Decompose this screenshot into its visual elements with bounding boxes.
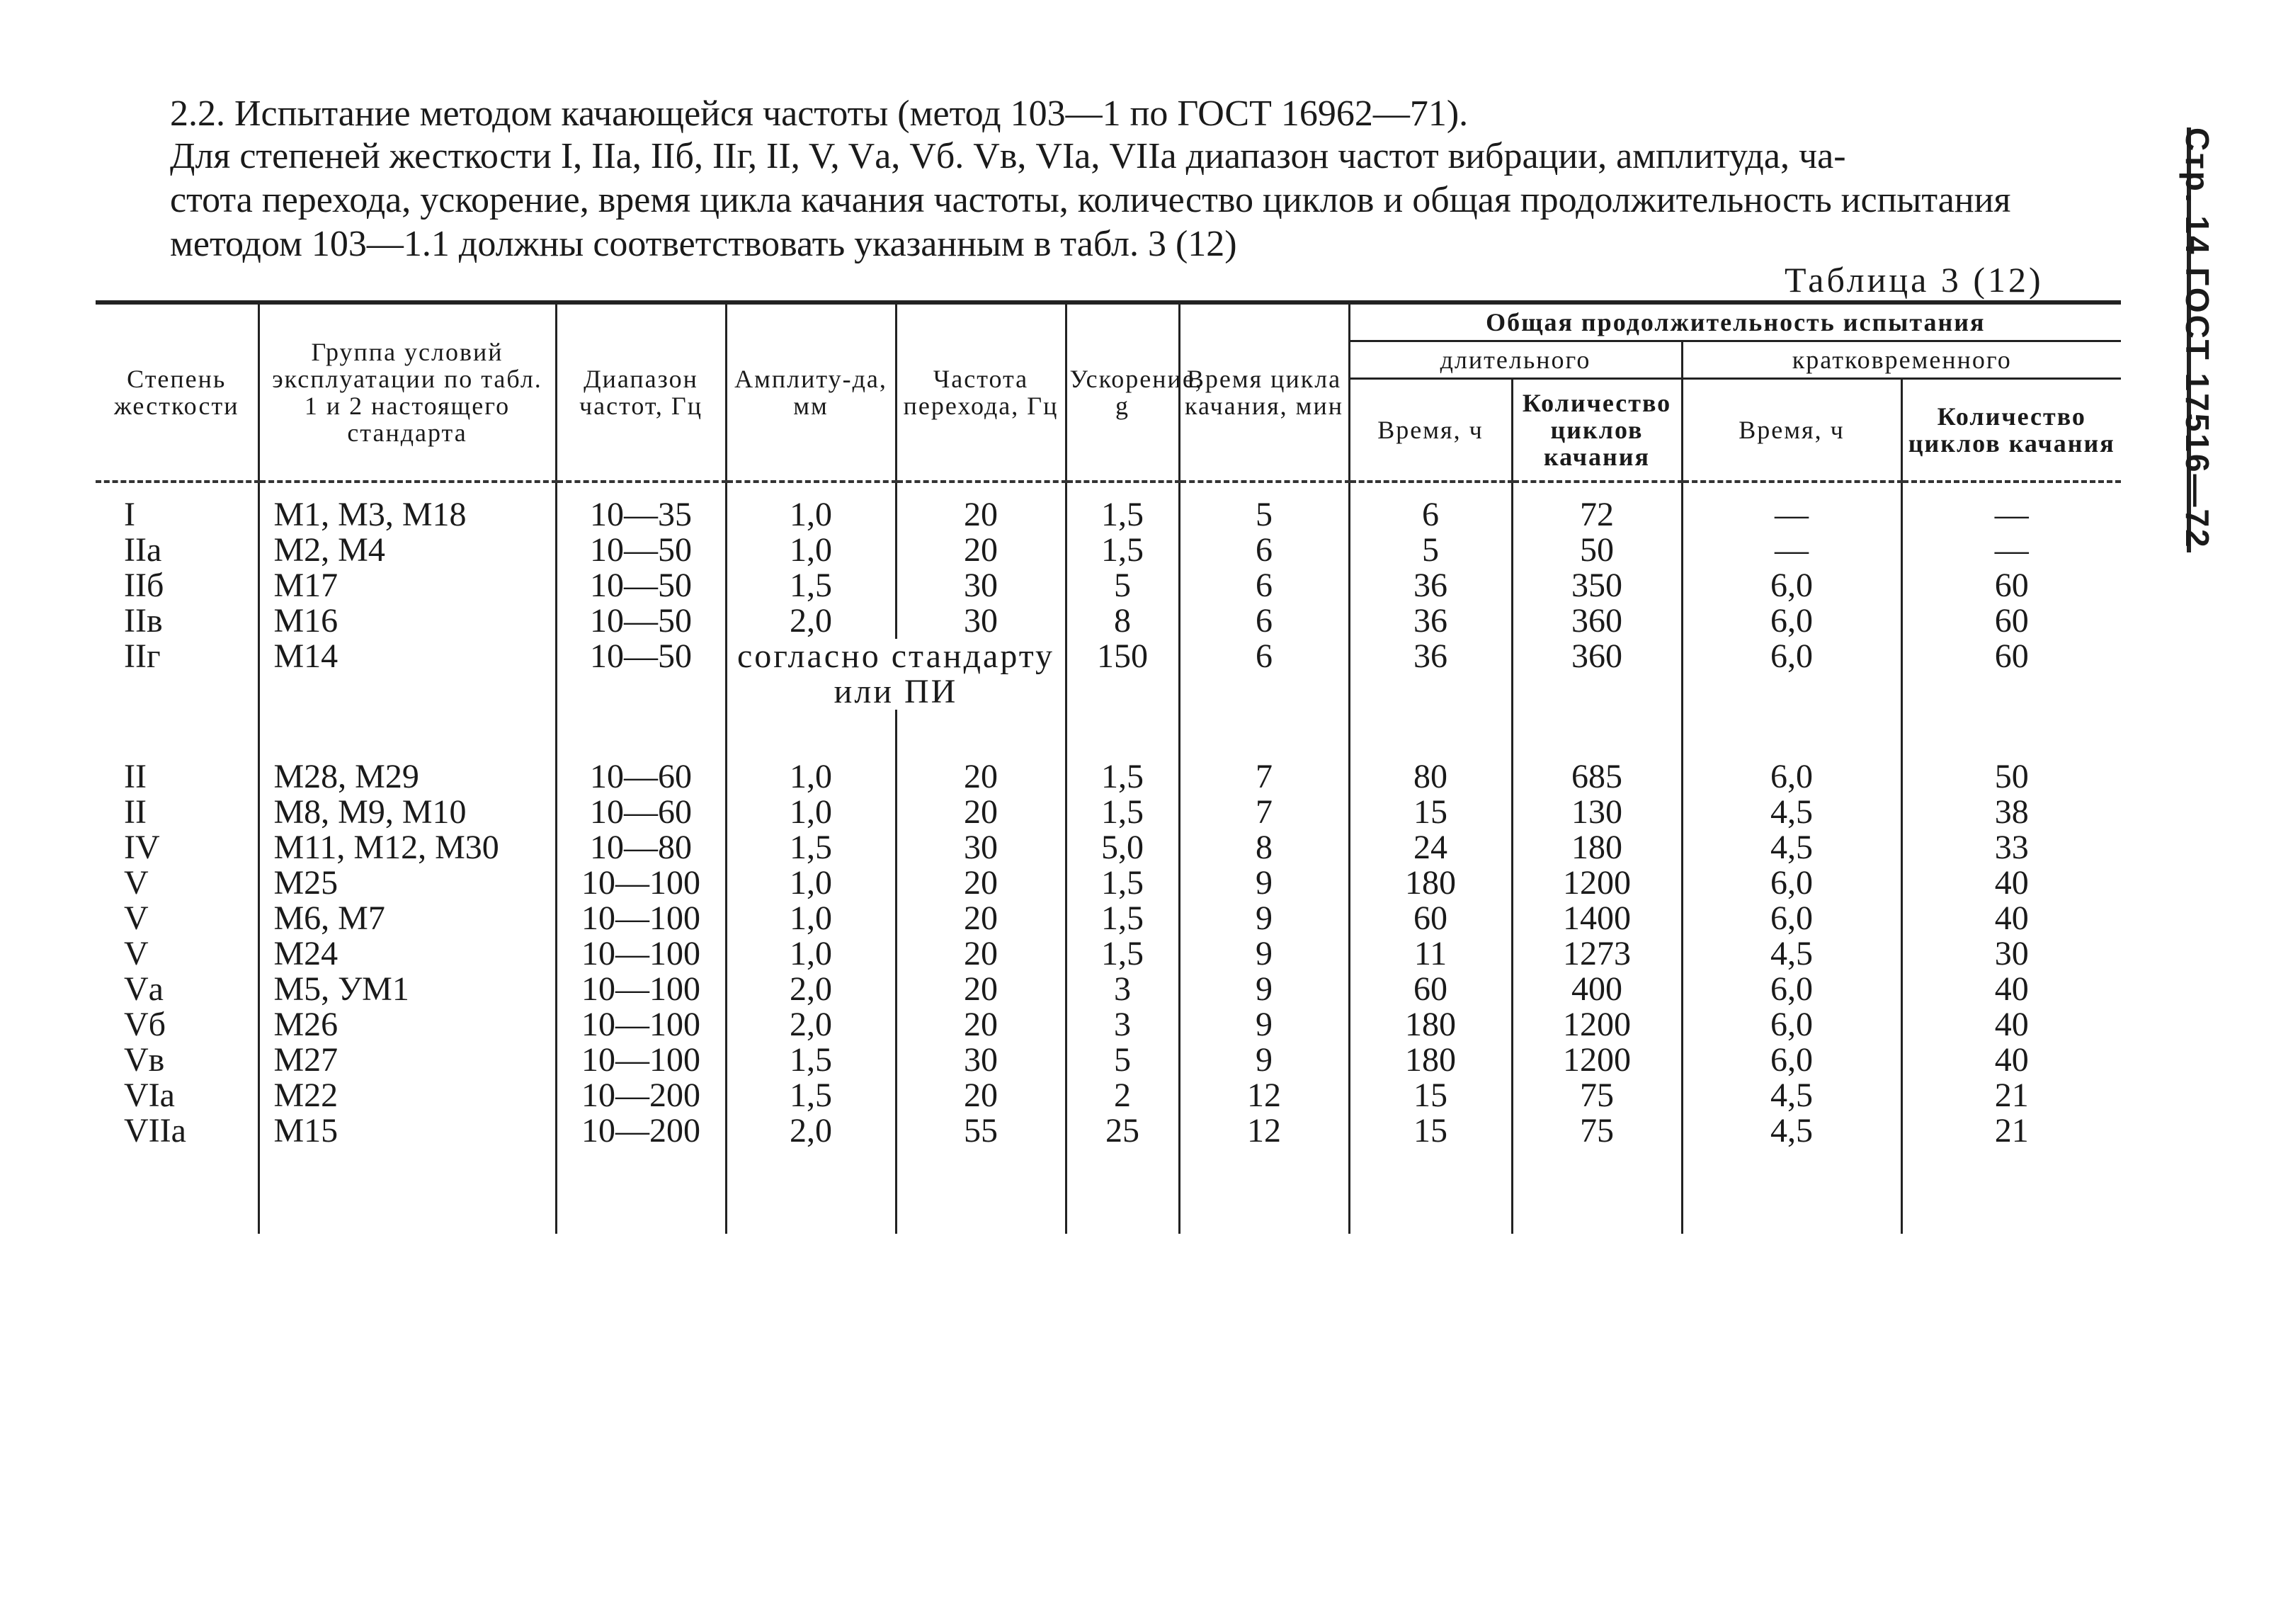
cell-long-count: 360: [1512, 603, 1682, 639]
cell-long-time: 5: [1349, 533, 1512, 568]
cell-amplitude-transition: согласно стандарту или ПИ: [726, 639, 1066, 710]
cell-group: М11, М12, М30: [258, 830, 556, 865]
cell-range: 10—50: [556, 603, 726, 639]
header-long-count: Количество циклов качания: [1512, 379, 1682, 482]
cell-long-time: 6: [1349, 482, 1512, 533]
cell-short-count: 38: [1901, 795, 2121, 830]
cell-cycle-time: 9: [1179, 972, 1349, 1007]
table-end-cell: [1512, 1149, 1682, 1234]
cell-acceleration: 1,5: [1066, 759, 1179, 795]
table-gap-cell: [1066, 710, 1179, 759]
cell-group: М22: [258, 1078, 556, 1113]
cell-short-count: 50: [1901, 759, 2121, 795]
header-short-time: Время, ч: [1682, 379, 1901, 482]
table-row: [96, 830, 2121, 865]
header-group: Группа условий эксплуатации по табл. 1 и 2 настоящего стандарта: [258, 302, 556, 482]
cell-transition: 30: [896, 603, 1066, 639]
cell-transition: 20: [896, 759, 1066, 795]
cell-acceleration: 2: [1066, 1078, 1179, 1113]
cell-long-count: 1200: [1512, 1043, 1682, 1078]
cell-short-time: —: [1682, 482, 1901, 533]
table-row: [96, 865, 2121, 901]
cell-transition: 30: [896, 568, 1066, 603]
cell-acceleration: 25: [1066, 1113, 1179, 1149]
cell-group: М26: [258, 1007, 556, 1043]
cell-long-count: 1200: [1512, 865, 1682, 901]
table-gap-cell: [896, 710, 1066, 759]
cell-group: М8, М9, М10: [258, 795, 556, 830]
cell-degree: II: [124, 793, 147, 831]
table-gap-cell: [96, 710, 258, 759]
header-short: кратковременного: [1682, 341, 2121, 379]
table-end-cell: [1066, 1149, 1179, 1234]
cell-transition: 20: [896, 482, 1066, 533]
table-row: [96, 795, 2121, 830]
cell-long-count: 1200: [1512, 1007, 1682, 1043]
cell-short-time: 4,5: [1682, 1078, 1901, 1113]
cell-range: 10—35: [556, 482, 726, 533]
cell-group: М6, М7: [258, 901, 556, 936]
cell-long-time: 15: [1349, 1113, 1512, 1149]
cell-amplitude: 1,5: [726, 568, 896, 603]
cell-degree: IIб: [124, 567, 164, 604]
cell-range: 10—80: [556, 830, 726, 865]
cell-transition: 20: [896, 901, 1066, 936]
header-cycle-time: Время цикла качания, мин: [1179, 302, 1349, 482]
cell-short-count: —: [1901, 482, 2121, 533]
cell-long-time: 180: [1349, 1043, 1512, 1078]
cell-long-count: 75: [1512, 1113, 1682, 1149]
cell-short-time: 6,0: [1682, 1043, 1901, 1078]
cell-long-count: 1400: [1512, 901, 1682, 936]
cell-long-count: 1273: [1512, 936, 1682, 972]
cell-cycle-time: 6: [1179, 603, 1349, 639]
cell-amplitude: 1,0: [726, 482, 896, 533]
section-body: [170, 135, 2124, 266]
cell-group: М1, М3, М18: [258, 482, 556, 533]
table-gap-row: [96, 710, 2121, 759]
cell-cycle-time: 8: [1179, 830, 1349, 865]
cell-transition: 20: [896, 1007, 1066, 1043]
cell-long-count: 75: [1512, 1078, 1682, 1113]
cell-short-count: 40: [1901, 901, 2121, 936]
cell-acceleration: 1,5: [1066, 482, 1179, 533]
cell-acceleration: 5,0: [1066, 830, 1179, 865]
cell-transition: 20: [896, 936, 1066, 972]
table-row: [96, 759, 2121, 795]
cell-cycle-time: 12: [1179, 1078, 1349, 1113]
cell-short-count: 33: [1901, 830, 2121, 865]
cell-range: 10—100: [556, 865, 726, 901]
cell-transition: 20: [896, 972, 1066, 1007]
cell-amplitude: 1,5: [726, 1043, 896, 1078]
cell-acceleration: 1,5: [1066, 936, 1179, 972]
cell-long-count: 350: [1512, 568, 1682, 603]
cell-short-count: 40: [1901, 1007, 2121, 1043]
cell-degree: I: [124, 496, 135, 533]
cell-short-count: 60: [1901, 568, 2121, 603]
cell-group: М17: [258, 568, 556, 603]
table-end-cell: [896, 1149, 1066, 1234]
cell-short-count: 21: [1901, 1078, 2121, 1113]
table-row: [96, 901, 2121, 936]
table-end-cell: [1682, 1149, 1901, 1234]
cell-cycle-time: 9: [1179, 865, 1349, 901]
cell-amplitude: 2,0: [726, 972, 896, 1007]
cell-group: М25: [258, 865, 556, 901]
cell-acceleration: 3: [1066, 972, 1179, 1007]
cell-group: М14: [258, 639, 556, 710]
cell-long-time: 60: [1349, 901, 1512, 936]
table-row: [96, 568, 2121, 603]
cell-amplitude: 1,0: [726, 759, 896, 795]
table-end-cell: [1349, 1149, 1512, 1234]
table-row: [96, 936, 2121, 972]
cell-acceleration: 8: [1066, 603, 1179, 639]
cell-cycle-time: 9: [1179, 1043, 1349, 1078]
cell-short-count: —: [1901, 533, 2121, 568]
cell-cycle-time: 6: [1179, 568, 1349, 603]
table-end-cell: [1179, 1149, 1349, 1234]
cell-long-time: 15: [1349, 1078, 1512, 1113]
cell-long-count: 360: [1512, 639, 1682, 710]
cell-amplitude: 1,5: [726, 1078, 896, 1113]
cell-transition: 30: [896, 830, 1066, 865]
cell-amplitude: 1,0: [726, 865, 896, 901]
header-long: длительного: [1349, 341, 1682, 379]
cell-range: 10—100: [556, 972, 726, 1007]
cell-short-count: 30: [1901, 936, 2121, 972]
table-end-row: [96, 1149, 2121, 1234]
header-long-time: Время, ч: [1349, 379, 1512, 482]
cell-long-time: 180: [1349, 1007, 1512, 1043]
cell-short-time: 4,5: [1682, 936, 1901, 972]
cell-range: 10—100: [556, 1007, 726, 1043]
cell-range: 10—100: [556, 936, 726, 972]
cell-amplitude: 1,0: [726, 533, 896, 568]
table-row: [96, 603, 2121, 639]
table-end-cell: [96, 1149, 258, 1234]
cell-short-count: 60: [1901, 603, 2121, 639]
cell-short-time: 4,5: [1682, 1113, 1901, 1149]
table-row: [96, 1007, 2121, 1043]
cell-range: 10—100: [556, 901, 726, 936]
cell-long-count: 180: [1512, 830, 1682, 865]
table-row: [96, 533, 2121, 568]
cell-short-time: 6,0: [1682, 1007, 1901, 1043]
cell-cycle-time: 12: [1179, 1113, 1349, 1149]
cell-acceleration: 1,5: [1066, 901, 1179, 936]
header-range: Диапазон частот, Гц: [556, 302, 726, 482]
cell-short-time: 4,5: [1682, 830, 1901, 865]
cell-short-time: 6,0: [1682, 901, 1901, 936]
cell-range: 10—50: [556, 568, 726, 603]
table-row: [96, 1113, 2121, 1149]
table-gap-cell: [258, 710, 556, 759]
cell-long-count: 130: [1512, 795, 1682, 830]
cell-transition: 20: [896, 795, 1066, 830]
cell-degree: Vб: [124, 1006, 166, 1043]
cell-transition: 20: [896, 533, 1066, 568]
cell-transition: 20: [896, 865, 1066, 901]
cell-short-time: 6,0: [1682, 972, 1901, 1007]
cell-degree: IIг: [124, 637, 161, 675]
cell-group: М27: [258, 1043, 556, 1078]
cell-transition: 20: [896, 1078, 1066, 1113]
cell-long-count: 72: [1512, 482, 1682, 533]
cell-long-time: 36: [1349, 639, 1512, 710]
cell-degree: IV: [124, 829, 160, 866]
cell-degree: Vа: [124, 970, 164, 1008]
table-gap-cell: [1179, 710, 1349, 759]
cell-acceleration: 1,5: [1066, 865, 1179, 901]
cell-amplitude: 1,5: [726, 830, 896, 865]
table-end-cell: [1901, 1149, 2121, 1234]
cell-group: М24: [258, 936, 556, 972]
cell-range: 10—50: [556, 533, 726, 568]
cell-degree: IIв: [124, 602, 163, 640]
side-page-header: Стр. 14 ГОСТ 17516—72: [2179, 127, 2216, 550]
cell-acceleration: 150: [1066, 639, 1179, 710]
cell-group: М2, М4: [258, 533, 556, 568]
cell-cycle-time: 7: [1179, 795, 1349, 830]
cell-degree: V: [124, 935, 149, 972]
cell-short-time: 6,0: [1682, 759, 1901, 795]
cell-long-time: 60: [1349, 972, 1512, 1007]
cell-short-time: —: [1682, 533, 1901, 568]
table-gap-cell: [1682, 710, 1901, 759]
cell-acceleration: 1,5: [1066, 533, 1179, 568]
table-body: [96, 482, 2121, 1234]
cell-group: М28, М29: [258, 759, 556, 795]
body-line: Для степеней жесткости I, IIа, IIб, IIг, II, V, Vа, Vб. Vв, VIа, VIIа диапазон частот вибрации, амплитуда, ча-: [170, 136, 1846, 176]
cell-group: М15: [258, 1113, 556, 1149]
cell-acceleration: 3: [1066, 1007, 1179, 1043]
cell-cycle-time: 5: [1179, 482, 1349, 533]
cell-long-time: 180: [1349, 865, 1512, 901]
table-gap-cell: [556, 710, 726, 759]
table-gap-cell: [726, 710, 896, 759]
cell-amplitude: 2,0: [726, 603, 896, 639]
cell-transition: 55: [896, 1113, 1066, 1149]
cell-degree: V: [124, 899, 149, 937]
header-acceleration: Ускорение, g: [1066, 302, 1179, 482]
cell-amplitude: 2,0: [726, 1113, 896, 1149]
table-caption: Таблица 3 (12): [1785, 260, 2044, 300]
header-short-count: Количество циклов качания: [1901, 379, 2121, 482]
cell-cycle-time: 9: [1179, 936, 1349, 972]
cell-amplitude: 1,0: [726, 936, 896, 972]
cell-amplitude: 1,0: [726, 901, 896, 936]
cell-cycle-time: 6: [1179, 533, 1349, 568]
cell-short-time: 6,0: [1682, 865, 1901, 901]
cell-cycle-time: 7: [1179, 759, 1349, 795]
body-line: методом 103—1.1 должны соответствовать указанным в табл. 3 (12): [170, 224, 1237, 264]
cell-degree: II: [124, 758, 147, 795]
cell-short-count: 21: [1901, 1113, 2121, 1149]
table-gap-cell: [1349, 710, 1512, 759]
cell-short-count: 40: [1901, 865, 2121, 901]
table-row: [96, 1078, 2121, 1113]
cell-long-count: 685: [1512, 759, 1682, 795]
section-heading: 2.2. Испытание методом качающейся частоты (метод 103—1 по ГОСТ 16962—71).: [170, 93, 1469, 134]
cell-short-time: 6,0: [1682, 568, 1901, 603]
header-amplitude: Амплиту-да, мм: [726, 302, 896, 482]
body-line: стота перехода, ускорение, время цикла качания частоты, количество циклов и общая продолжительность испытания: [170, 180, 2011, 220]
table-row: [96, 482, 2121, 533]
table-gap-cell: [1512, 710, 1682, 759]
cell-long-count: 400: [1512, 972, 1682, 1007]
table-row: [96, 1043, 2121, 1078]
cell-range: 10—100: [556, 1043, 726, 1078]
cell-short-time: 6,0: [1682, 603, 1901, 639]
cell-short-time: 4,5: [1682, 795, 1901, 830]
cell-short-time: 6,0: [1682, 639, 1901, 710]
cell-degree: VIIа: [124, 1112, 186, 1149]
cell-acceleration: 5: [1066, 568, 1179, 603]
table-end-cell: [726, 1149, 896, 1234]
cell-cycle-time: 9: [1179, 901, 1349, 936]
cell-range: 10—60: [556, 795, 726, 830]
cell-acceleration: 5: [1066, 1043, 1179, 1078]
table-row: [96, 972, 2121, 1007]
cell-long-time: 80: [1349, 759, 1512, 795]
cell-long-time: 24: [1349, 830, 1512, 865]
cell-transition: 30: [896, 1043, 1066, 1078]
cell-short-count: 40: [1901, 972, 2121, 1007]
cell-degree: IIа: [124, 531, 162, 569]
header-degree: Степень жесткости: [96, 302, 258, 482]
cell-degree: V: [124, 864, 149, 902]
cell-range: 10—200: [556, 1113, 726, 1149]
cell-long-time: 36: [1349, 568, 1512, 603]
header-total-duration: Общая продолжительность испытания: [1349, 302, 2121, 341]
cell-range: 10—60: [556, 759, 726, 795]
cell-long-time: 15: [1349, 795, 1512, 830]
table-end-cell: [258, 1149, 556, 1234]
cell-cycle-time: 9: [1179, 1007, 1349, 1043]
cell-group: М5, УМ1: [258, 972, 556, 1007]
cell-amplitude: 2,0: [726, 1007, 896, 1043]
data-table: [96, 300, 2121, 1234]
cell-cycle-time: 6: [1179, 639, 1349, 710]
cell-range: 10—200: [556, 1078, 726, 1113]
cell-degree: Vв: [124, 1041, 165, 1079]
cell-group: М16: [258, 603, 556, 639]
cell-short-count: 40: [1901, 1043, 2121, 1078]
table-end-cell: [556, 1149, 726, 1234]
cell-degree: VIа: [124, 1077, 175, 1114]
table-gap-cell: [1901, 710, 2121, 759]
cell-long-time: 36: [1349, 603, 1512, 639]
cell-acceleration: 1,5: [1066, 795, 1179, 830]
header-transition: Частота перехода, Гц: [896, 302, 1066, 482]
cell-long-count: 50: [1512, 533, 1682, 568]
cell-amplitude: 1,0: [726, 795, 896, 830]
cell-range: 10—50: [556, 639, 726, 710]
table-row: [96, 639, 2121, 710]
cell-long-time: 11: [1349, 936, 1512, 972]
cell-short-count: 60: [1901, 639, 2121, 710]
